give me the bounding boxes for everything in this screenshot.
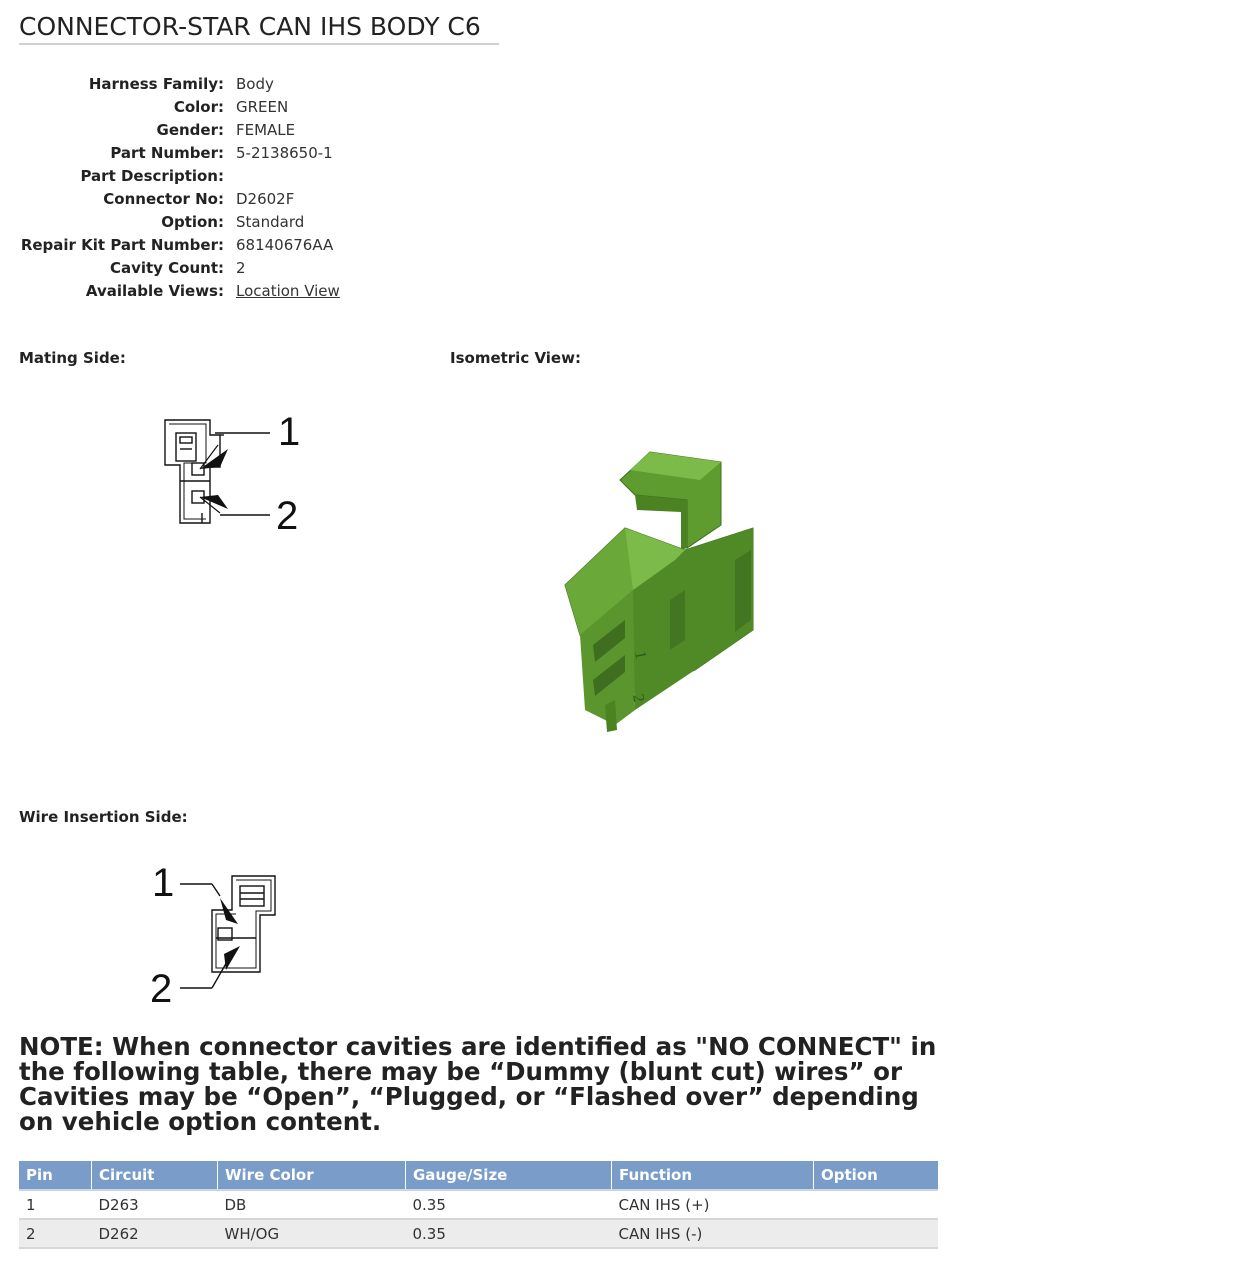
cell-option (814, 1190, 939, 1219)
cell-circuit: D262 (92, 1219, 218, 1248)
property-value: 68140676AA (236, 236, 334, 254)
cell-pin: 1 (19, 1190, 92, 1219)
property-part-number (19, 143, 340, 166)
iso-pin-1-label: 1 (631, 649, 650, 661)
mating-side-drawing (150, 405, 320, 540)
cell-function: CAN IHS (-) (612, 1219, 814, 1248)
cell-pin: 2 (19, 1219, 92, 1248)
cell-function: CAN IHS (+) (612, 1190, 814, 1219)
property-label: Gender: (156, 121, 224, 139)
property-value: 5-2138650-1 (236, 144, 333, 162)
connector-properties (19, 74, 340, 304)
wire-insertion-side-drawing (140, 860, 290, 1010)
iso-pin-2-label: 2 (629, 692, 648, 704)
page-title: CONNECTOR-STAR CAN IHS BODY C6 (19, 12, 499, 45)
no-connect-note: NOTE: When connector cavities are identified as "NO CONNECT" in the following table, there may be “Dummy (blunt cut) wires” or Cavities may be “Open”, “Plugged, or “Flashed over” depending on vehicle option content. (19, 1032, 937, 1136)
property-value: FEMALE (236, 121, 296, 139)
cell-circuit: D263 (92, 1190, 218, 1219)
insertion-pin-2-label: 2 (150, 967, 173, 1010)
wire-insertion-side-label: Wire Insertion Side: (19, 808, 188, 826)
property-harness-family (19, 74, 340, 97)
isometric-connector-drawing (555, 440, 770, 740)
property-label: Available Views: (85, 282, 224, 300)
column-header-gauge-size: Gauge/Size (406, 1161, 612, 1190)
property-repair-kit (19, 235, 340, 258)
column-header-option: Option (814, 1161, 939, 1190)
property-label: Part Number: (110, 144, 224, 162)
cell-gauge-size: 0.35 (406, 1219, 612, 1248)
property-part-description (19, 166, 340, 189)
column-header-circuit: Circuit (92, 1161, 218, 1190)
property-value: GREEN (236, 98, 289, 116)
property-value-container (236, 281, 340, 304)
property-cavity-count (19, 258, 340, 281)
cell-gauge-size: 0.35 (406, 1190, 612, 1219)
property-connector-no (19, 189, 340, 212)
table-row (19, 1190, 938, 1219)
property-label: Cavity Count: (109, 259, 224, 277)
property-value: Body (236, 75, 274, 93)
property-gender (19, 120, 340, 143)
column-header-function: Function (612, 1161, 814, 1190)
property-label: Color: (173, 98, 224, 116)
property-value: Standard (236, 213, 305, 231)
property-value: D2602F (236, 190, 295, 208)
table-row (19, 1219, 938, 1248)
property-color (19, 97, 340, 120)
cell-wire-color: WH/OG (218, 1219, 406, 1248)
table-header-row (19, 1161, 938, 1190)
pin-table (19, 1161, 938, 1249)
property-label: Harness Family: (88, 75, 224, 93)
property-label: Option: (161, 213, 224, 231)
isometric-view-label: Isometric View: (450, 349, 581, 367)
property-label: Repair Kit Part Number: (20, 236, 224, 254)
insertion-pin-1-label: 1 (152, 861, 175, 905)
location-view-link[interactable]: Location View (236, 282, 340, 300)
cell-option (814, 1219, 939, 1248)
property-value: 2 (236, 259, 246, 277)
property-available-views (19, 281, 340, 304)
property-label: Connector No: (103, 190, 224, 208)
mating-side-label: Mating Side: (19, 349, 126, 367)
property-option (19, 212, 340, 235)
mating-pin-2-label: 2 (276, 494, 299, 538)
mating-pin-1-label: 1 (278, 410, 301, 454)
column-header-pin: Pin (19, 1161, 92, 1190)
column-header-wire-color: Wire Color (218, 1161, 406, 1190)
property-label: Part Description: (80, 167, 224, 185)
cell-wire-color: DB (218, 1190, 406, 1219)
